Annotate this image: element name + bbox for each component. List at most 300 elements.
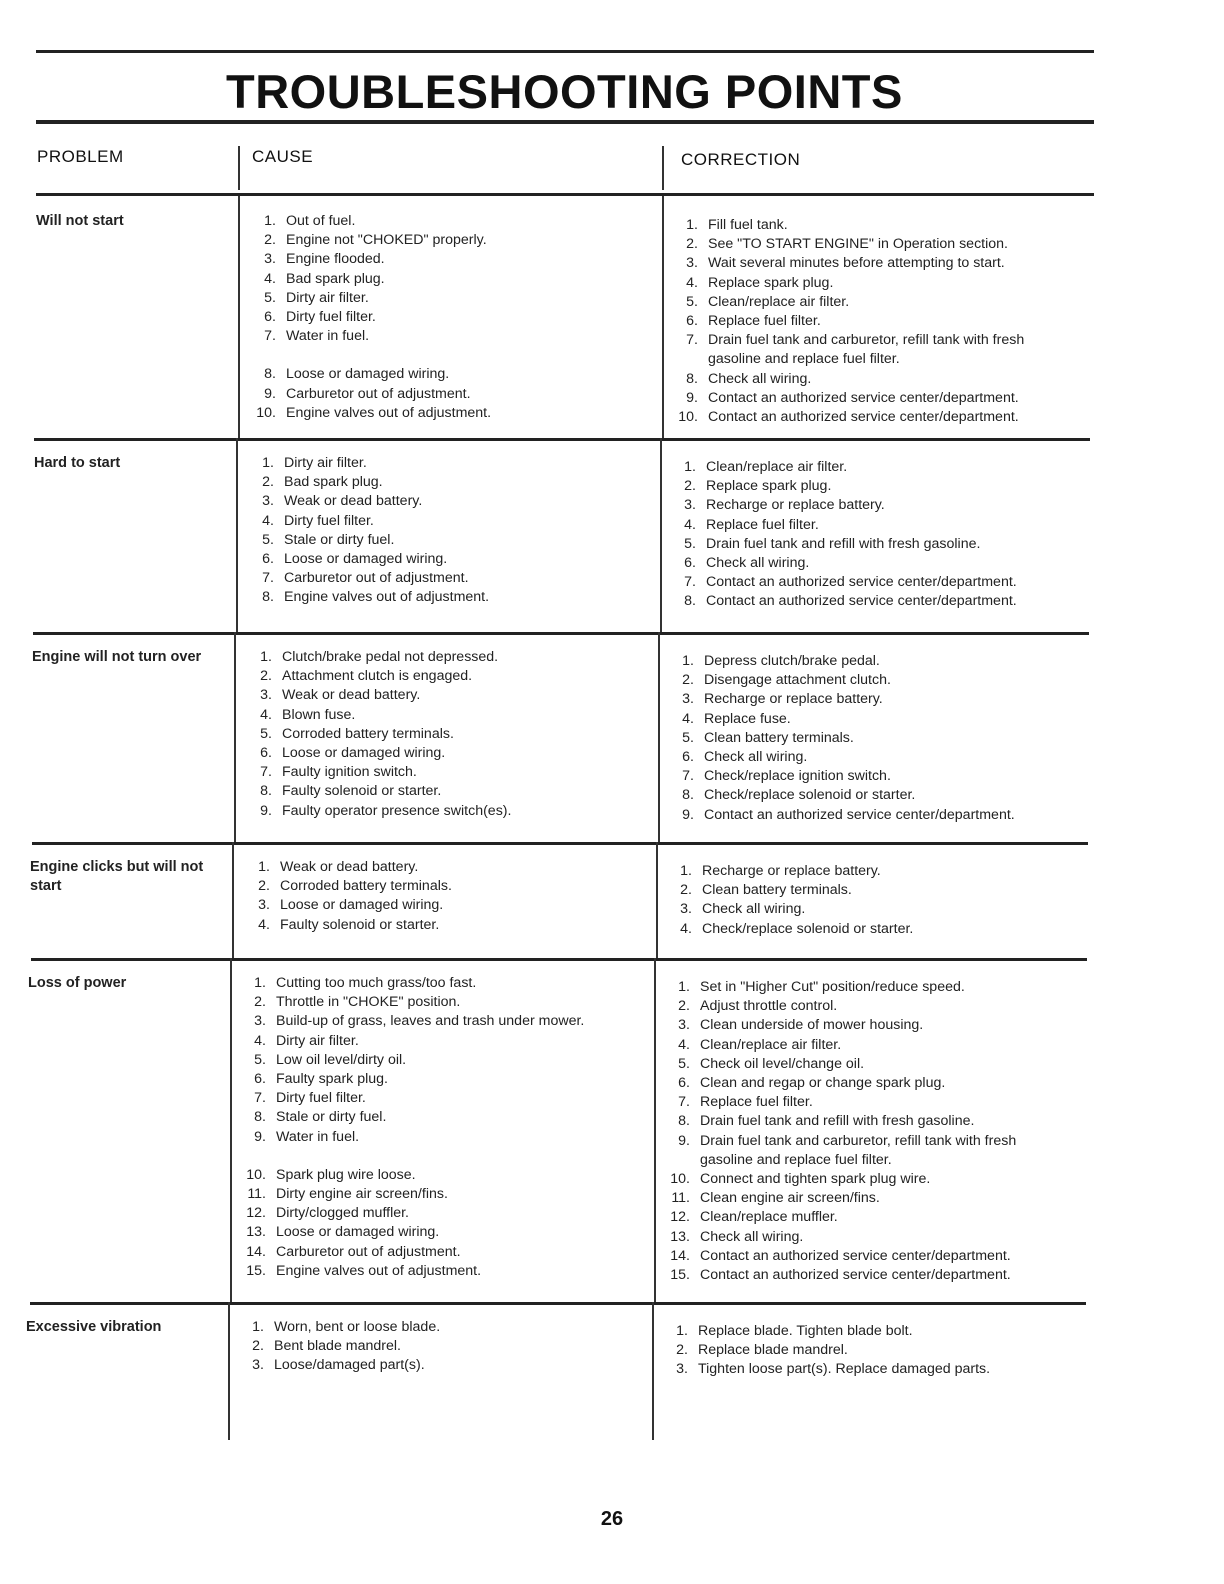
- correction-number: 1.: [682, 653, 694, 669]
- correction-item: [660, 1093, 1060, 1112]
- cause-number: 9.: [260, 802, 272, 819]
- cause-text: Worn, bent or loose blade.: [274, 1319, 441, 1335]
- cause-number: 8.: [254, 1109, 266, 1126]
- cause-item: [246, 327, 626, 346]
- problem-label: Will not start: [36, 213, 124, 229]
- correction-item: [668, 293, 1068, 312]
- correction-item: [660, 1247, 1060, 1266]
- correction-item: [660, 978, 1060, 997]
- cause-text: Weak or dead battery.: [284, 493, 423, 510]
- correction-text: Contact an authorized service center/department.: [700, 1267, 1011, 1284]
- cause-text: Build-up of grass, leaves and trash under mower.: [276, 1013, 585, 1030]
- section-rule: [30, 1302, 1086, 1305]
- correction-text: Replace fuel filter.: [708, 313, 821, 330]
- correction-number: 2.: [682, 672, 694, 689]
- correction-item: [660, 1132, 1060, 1170]
- top-rule: [36, 50, 1094, 53]
- cause-text: Loose/damaged part(s).: [274, 1357, 425, 1374]
- cause-text: Faulty spark plug.: [276, 1071, 388, 1088]
- cause-text: Stale or dirty fuel.: [284, 531, 395, 548]
- section-rule: [34, 438, 1090, 441]
- cause-text: Attachment clutch is engaged.: [282, 668, 473, 685]
- cause-number: 3.: [264, 251, 276, 268]
- cause-item: [242, 648, 622, 667]
- cause-number: 7.: [264, 328, 276, 345]
- cause-number: 3.: [262, 493, 274, 510]
- correction-text: Contact an authorized service center/department.: [708, 409, 1019, 426]
- cause-item: [246, 289, 626, 308]
- cause-item: [236, 1166, 616, 1185]
- cause-item: [242, 667, 622, 686]
- problem-label: Excessive vibration: [26, 1319, 162, 1335]
- correction-item: [660, 1036, 1060, 1055]
- correction-text: Replace spark plug.: [708, 274, 834, 291]
- cause-item: [246, 231, 626, 250]
- correction-item: [666, 516, 1066, 535]
- cause-item: [246, 212, 626, 231]
- cause-text: Weak or dead battery.: [282, 687, 421, 704]
- correction-number: 6.: [686, 313, 698, 330]
- correction-item: [668, 408, 1068, 427]
- correction-text: Check all wiring.: [704, 749, 808, 766]
- cause-divider: [228, 1302, 230, 1440]
- section-rule: [32, 842, 1088, 845]
- correction-number: 8.: [684, 593, 696, 610]
- cause-text: Cutting too much grass/too fast.: [276, 975, 477, 991]
- correction-text: Clean/replace air filter.: [706, 459, 848, 475]
- cause-item: [234, 1356, 614, 1375]
- correction-number: 6.: [684, 555, 696, 572]
- correction-text: Replace fuel filter.: [706, 516, 819, 533]
- correction-item: [660, 1016, 1060, 1035]
- correction-item: [658, 1360, 1058, 1379]
- cause-number: 6.: [260, 745, 272, 762]
- header-cause: CAUSE: [252, 147, 314, 166]
- cause-number: 5.: [260, 725, 272, 742]
- cause-text: Loose or damaged wiring.: [280, 897, 444, 914]
- correction-item: [664, 806, 1064, 825]
- cause-number: 2.: [264, 232, 276, 249]
- correction-item: [668, 254, 1068, 273]
- cause-text: Faulty ignition switch.: [282, 764, 417, 781]
- correction-number: 4.: [682, 710, 694, 727]
- cause-number: 1.: [252, 1319, 264, 1335]
- cause-number: 5.: [254, 1051, 266, 1068]
- cause-text: Carburetor out of adjustment.: [284, 570, 469, 587]
- cause-item: [236, 1089, 616, 1108]
- correction-item: [664, 767, 1064, 786]
- correction-number: 1.: [678, 979, 690, 995]
- cause-number: 7.: [254, 1090, 266, 1107]
- page-title: TROUBLESHOOTING POINTS: [226, 65, 903, 118]
- cause-text: Water in fuel.: [276, 1128, 360, 1145]
- correction-list: [658, 1322, 1058, 1380]
- problem-label: Engine clicks but will not start: [30, 859, 204, 894]
- correction-item: [658, 1341, 1058, 1360]
- correction-list: [660, 978, 1060, 1285]
- cause-number: 4.: [258, 916, 270, 933]
- correction-number: 1.: [684, 459, 696, 475]
- cause-text: Faulty solenoid or starter.: [282, 783, 442, 800]
- cause-item: [246, 270, 626, 289]
- correction-number: 1.: [686, 217, 698, 233]
- correction-number: 7.: [686, 332, 698, 349]
- correction-item: [660, 1266, 1060, 1285]
- correction-item: [664, 690, 1064, 709]
- cause-divider: [238, 146, 240, 190]
- cause-divider: [238, 196, 240, 438]
- correction-number: 9.: [686, 389, 698, 406]
- correction-number: 6.: [682, 749, 694, 766]
- correction-number: 3.: [678, 1017, 690, 1034]
- correction-text: Replace spark plug.: [706, 478, 832, 495]
- cause-item: [242, 802, 622, 821]
- cause-number: 15.: [246, 1262, 266, 1279]
- correction-number: 7.: [684, 574, 696, 591]
- cause-number: 2.: [252, 1338, 264, 1355]
- correction-text: Contact an authorized service center/department.: [708, 389, 1019, 406]
- cause-item: [236, 1012, 616, 1031]
- correction-text: Check all wiring.: [700, 1228, 804, 1245]
- correction-text: Clean engine air screen/fins.: [700, 1190, 880, 1207]
- correction-item: [662, 881, 1062, 900]
- cause-number: 10.: [246, 1166, 266, 1183]
- correction-text: Clean battery terminals.: [702, 882, 852, 899]
- cause-number: 4.: [260, 706, 272, 723]
- correction-text: Check/replace solenoid or starter.: [704, 787, 916, 804]
- correction-list: [668, 216, 1068, 427]
- correction-number: 4.: [686, 274, 698, 291]
- cause-number: 8.: [262, 589, 274, 606]
- cause-number: 9.: [254, 1128, 266, 1145]
- correction-text: Tighten loose part(s). Replace damaged parts.: [698, 1361, 991, 1378]
- cause-divider: [232, 842, 234, 958]
- cause-text: Engine valves out of adjustment.: [286, 404, 492, 421]
- correction-item: [664, 786, 1064, 805]
- cause-number: 12.: [246, 1205, 266, 1222]
- problem-label: Loss of power: [28, 975, 127, 991]
- correction-item: [660, 997, 1060, 1016]
- correction-text: Drain fuel tank and refill with fresh gasoline.: [700, 1113, 975, 1130]
- cause-list: [246, 212, 626, 423]
- cause-text: Clutch/brake pedal not depressed.: [282, 649, 499, 665]
- cause-item: [242, 782, 622, 801]
- correction-number: 2.: [678, 998, 690, 1015]
- cause-item: [246, 308, 626, 327]
- cause-list: [242, 648, 622, 821]
- cause-text: Engine valves out of adjustment.: [284, 589, 490, 606]
- correction-text: Clean/replace muffler.: [700, 1209, 838, 1226]
- correction-item: [666, 535, 1066, 554]
- cause-number: 1.: [258, 859, 270, 875]
- title-underline: [36, 120, 1094, 124]
- cause-text: Dirty fuel filter.: [276, 1090, 366, 1107]
- correction-item: [668, 216, 1068, 235]
- cause-text: Bent blade mandrel.: [274, 1338, 401, 1355]
- cause-text: Carburetor out of adjustment.: [286, 385, 471, 402]
- correction-text: Check all wiring.: [706, 555, 810, 572]
- cause-text: Engine not "CHOKED" properly.: [286, 232, 487, 249]
- section-rule: [31, 958, 1087, 961]
- cause-divider: [230, 958, 232, 1302]
- correction-item: [668, 312, 1068, 331]
- correction-item: [660, 1170, 1060, 1189]
- cause-item: [246, 404, 626, 423]
- cause-item: [244, 531, 624, 550]
- cause-number: 8.: [264, 366, 276, 383]
- correction-number: 13.: [670, 1228, 690, 1245]
- cause-item: [246, 385, 626, 404]
- correction-number: 2.: [680, 882, 692, 899]
- correction-item: [664, 710, 1064, 729]
- cause-number: 11.: [247, 1186, 266, 1203]
- correction-item: [664, 652, 1064, 671]
- cause-number: 2.: [260, 668, 272, 685]
- correction-number: 10.: [670, 1171, 690, 1188]
- cause-text: Dirty engine air screen/fins.: [276, 1186, 448, 1203]
- cause-item: [236, 1108, 616, 1127]
- correction-number: 3.: [676, 1361, 688, 1378]
- cause-text: Dirty fuel filter.: [286, 309, 376, 326]
- cause-text: Low oil level/dirty oil.: [276, 1051, 407, 1068]
- correction-item: [664, 729, 1064, 748]
- cause-number: 10.: [256, 404, 276, 421]
- correction-text: Contact an authorized service center/department.: [706, 593, 1017, 610]
- correction-text: Clean underside of mower housing.: [700, 1017, 924, 1034]
- cause-text: Loose or damaged wiring.: [276, 1224, 440, 1241]
- cause-list: [234, 1318, 614, 1376]
- correction-number: 2.: [676, 1342, 688, 1359]
- cause-item: [236, 1243, 616, 1262]
- correction-text: Drain fuel tank and refill with fresh gasoline.: [706, 535, 981, 552]
- correction-number: 2.: [684, 478, 696, 495]
- cause-item: [234, 1337, 614, 1356]
- cause-item: [240, 896, 620, 915]
- cause-text: Engine valves out of adjustment.: [276, 1262, 482, 1279]
- correction-text: Check oil level/change oil.: [700, 1055, 865, 1072]
- correction-item: [662, 900, 1062, 919]
- cause-number: 1.: [262, 455, 274, 471]
- correction-text: Contact an authorized service center/department.: [700, 1247, 1011, 1264]
- cause-number: 7.: [262, 570, 274, 587]
- header-correction: CORRECTION: [681, 150, 801, 169]
- cause-item: [236, 1128, 616, 1147]
- cause-number: 4.: [254, 1032, 266, 1049]
- cause-item: [244, 569, 624, 588]
- cause-number: 4.: [264, 270, 276, 287]
- correction-text: Check/replace ignition switch.: [704, 768, 891, 785]
- correction-list: [666, 458, 1066, 612]
- correction-divider: [660, 438, 662, 632]
- cause-number: 6.: [254, 1071, 266, 1088]
- cause-text: Dirty air filter.: [276, 1032, 359, 1049]
- cause-text: Loose or damaged wiring.: [286, 366, 450, 383]
- cause-item: [236, 1223, 616, 1242]
- correction-text: Replace fuse.: [704, 710, 791, 727]
- correction-number: 4.: [678, 1036, 690, 1053]
- correction-text: Clean battery terminals.: [704, 729, 854, 746]
- cause-item: [236, 993, 616, 1012]
- correction-number: 9.: [682, 806, 694, 823]
- cause-item: [242, 686, 622, 705]
- correction-item: [666, 554, 1066, 573]
- correction-text: Replace blade mandrel.: [698, 1342, 848, 1359]
- correction-divider: [662, 146, 664, 190]
- cause-number: 9.: [264, 385, 276, 402]
- cause-item: [244, 492, 624, 511]
- cause-number: 13.: [246, 1224, 266, 1241]
- cause-item: [244, 454, 624, 473]
- correction-number: 8.: [682, 787, 694, 804]
- correction-number: 5.: [684, 535, 696, 552]
- cause-number: 7.: [260, 764, 272, 781]
- cause-number: 14.: [246, 1243, 266, 1260]
- cause-number: 6.: [264, 309, 276, 326]
- cause-text: Blown fuse.: [282, 706, 356, 723]
- cause-item: [236, 1051, 616, 1070]
- cause-item: [240, 858, 620, 877]
- correction-item: [666, 458, 1066, 477]
- correction-item: [664, 671, 1064, 690]
- cause-number: 2.: [254, 994, 266, 1011]
- correction-number: 4.: [680, 920, 692, 937]
- correction-number: 10.: [678, 409, 698, 426]
- correction-divider: [656, 842, 658, 958]
- correction-item: [660, 1189, 1060, 1208]
- cause-item: [242, 744, 622, 763]
- cause-text: Loose or damaged wiring.: [284, 551, 448, 568]
- cause-divider: [236, 438, 238, 632]
- correction-item: [662, 862, 1062, 881]
- cause-item: [244, 473, 624, 492]
- correction-text: Set in "Higher Cut" position/reduce speed.: [700, 979, 965, 995]
- cause-text: Engine flooded.: [286, 251, 385, 268]
- cause-number: 5.: [262, 531, 274, 548]
- correction-divider: [658, 632, 660, 842]
- correction-item: [660, 1055, 1060, 1074]
- cause-item: [246, 365, 626, 384]
- cause-item: [236, 1070, 616, 1089]
- cause-text: Carburetor out of adjustment.: [276, 1243, 461, 1260]
- header-problem: PROBLEM: [37, 147, 124, 166]
- correction-text: Clean/replace air filter.: [700, 1036, 842, 1053]
- correction-list: [662, 862, 1062, 939]
- correction-number: 9.: [678, 1132, 690, 1149]
- cause-list: [244, 454, 624, 608]
- correction-number: 7.: [678, 1094, 690, 1111]
- cause-number: 5.: [264, 289, 276, 306]
- correction-number: 8.: [686, 370, 698, 387]
- cause-text: Corroded battery terminals.: [282, 725, 454, 742]
- correction-text: Recharge or replace battery.: [702, 863, 881, 879]
- cause-number: 6.: [262, 551, 274, 568]
- correction-item: [666, 477, 1066, 496]
- correction-text: Replace blade. Tighten blade bolt.: [698, 1323, 913, 1339]
- cause-item: [240, 916, 620, 935]
- cause-text: Dirty air filter.: [286, 289, 369, 306]
- correction-number: 8.: [678, 1113, 690, 1130]
- cause-text: Spark plug wire loose.: [276, 1166, 416, 1183]
- cause-item: [242, 706, 622, 725]
- cause-item: [236, 1204, 616, 1223]
- cause-text: Dirty fuel filter.: [284, 512, 374, 529]
- correction-text: Wait several minutes before attempting to start.: [708, 255, 1005, 272]
- correction-number: 5.: [686, 293, 698, 310]
- cause-number: 3.: [252, 1357, 264, 1374]
- section-rule: [33, 632, 1089, 635]
- cause-number: 3.: [254, 1013, 266, 1030]
- cause-item: [234, 1318, 614, 1337]
- cause-text: Faulty solenoid or starter.: [280, 916, 440, 933]
- correction-divider: [652, 1302, 654, 1440]
- correction-divider: [662, 196, 664, 438]
- cause-number: 8.: [260, 783, 272, 800]
- correction-item: [660, 1074, 1060, 1093]
- correction-item: [660, 1228, 1060, 1247]
- correction-item: [668, 370, 1068, 389]
- correction-text: Contact an authorized service center/department.: [706, 574, 1017, 591]
- cause-item: [244, 588, 624, 607]
- correction-item: [668, 274, 1068, 293]
- correction-item: [660, 1208, 1060, 1227]
- correction-item: [666, 573, 1066, 592]
- correction-list: [664, 652, 1064, 825]
- correction-text: Replace fuel filter.: [700, 1094, 813, 1111]
- page-number: 26: [600, 1508, 624, 1530]
- cause-item: [236, 1032, 616, 1051]
- cause-number: 3.: [258, 897, 270, 914]
- cause-item: [246, 250, 626, 269]
- correction-number: 3.: [686, 255, 698, 272]
- correction-number: 3.: [682, 691, 694, 708]
- correction-text: Fill fuel tank.: [708, 217, 788, 233]
- cause-divider: [234, 632, 236, 842]
- cause-item: [242, 725, 622, 744]
- cause-text: Weak or dead battery.: [280, 859, 419, 875]
- correction-number: 15.: [670, 1267, 690, 1284]
- cause-item: [240, 877, 620, 896]
- cause-item: [244, 550, 624, 569]
- problem-label: Engine will not turn over: [32, 649, 202, 665]
- correction-number: 3.: [680, 901, 692, 918]
- cause-number: 1.: [264, 213, 276, 229]
- correction-divider: [654, 958, 656, 1302]
- correction-number: 1.: [680, 863, 692, 879]
- correction-text: Check/replace solenoid or starter.: [702, 920, 914, 937]
- correction-item: [660, 1112, 1060, 1131]
- cause-text: Bad spark plug.: [286, 270, 385, 287]
- correction-text: Connect and tighten spark plug wire.: [700, 1171, 931, 1188]
- cause-list: [236, 974, 616, 1281]
- correction-text: Check all wiring.: [708, 370, 812, 387]
- cause-text: Dirty air filter.: [284, 455, 367, 471]
- correction-text: See "TO START ENGINE" in Operation section.: [708, 236, 1008, 253]
- header-rule: [36, 193, 1094, 196]
- cause-text: Stale or dirty fuel.: [276, 1109, 387, 1126]
- correction-number: 2.: [686, 236, 698, 253]
- cause-text: Water in fuel.: [286, 328, 370, 345]
- correction-item: [666, 496, 1066, 515]
- correction-item: [668, 331, 1068, 369]
- correction-text: Drain fuel tank and carburetor, refill tank with fresh gasoline and replace fuel filter.: [708, 332, 1025, 368]
- cause-item: [236, 1262, 616, 1281]
- cause-text: Dirty/clogged muffler.: [276, 1205, 409, 1222]
- problem-label: Hard to start: [34, 455, 121, 471]
- correction-text: Clean/replace air filter.: [708, 293, 850, 310]
- correction-text: Drain fuel tank and carburetor, refill tank with fresh gasoline and replace fuel filter.: [700, 1132, 1017, 1168]
- cause-item: [242, 763, 622, 782]
- correction-text: Recharge or replace battery.: [704, 691, 883, 708]
